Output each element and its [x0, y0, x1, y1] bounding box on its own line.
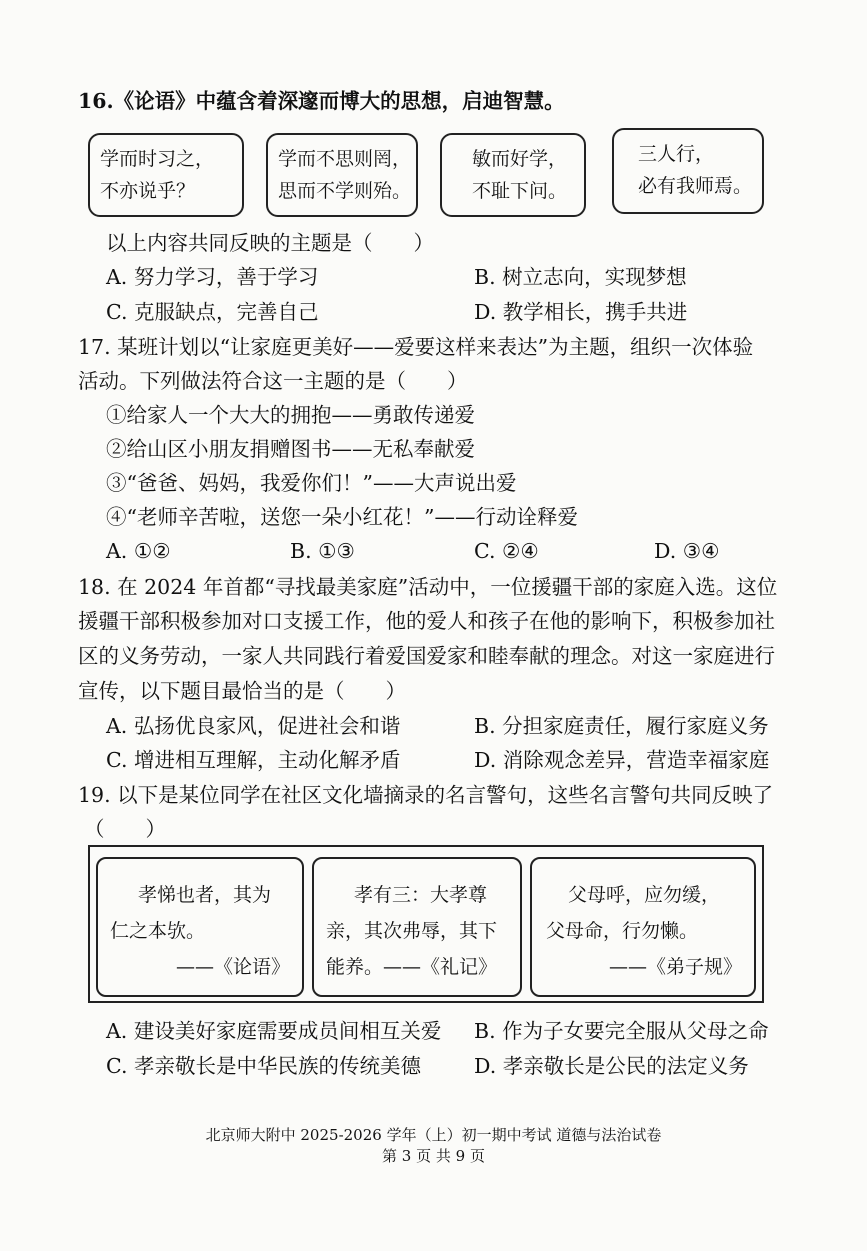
q19-quote-3-source: ——《弟子规》	[608, 956, 742, 978]
q16-quote-2-line2: 思而不学则殆。	[278, 180, 412, 202]
q19-quote-2-line2: 亲，其次弗辱，其下	[326, 920, 498, 942]
q19-quote-3-line2: 父母命，行勿懒。	[546, 920, 699, 942]
q19-option-c[interactable]: C. 孝亲敬长是中华民族的传统美德	[106, 1054, 421, 1078]
q19-option-b[interactable]: B. 作为子女要完全服从父母之命	[474, 1019, 769, 1043]
q17-stem-line1: 17. 某班计划以“让家庭更美好——爱要这样来表达”为主题，组织一次体验	[78, 335, 754, 359]
q17-option-b[interactable]: B. ①③	[290, 539, 355, 563]
q16-quote-box-2	[266, 133, 418, 217]
q16-quote-3-line1: 敏而好学，	[472, 148, 568, 170]
q16-quote-1-line1: 学而时习之，	[100, 148, 215, 170]
q19-quote-1-line1: 孝悌也者，其为	[138, 884, 272, 906]
q19-stem-line2: （ ）	[84, 817, 166, 841]
q19-option-d[interactable]: D. 孝亲敬长是公民的法定义务	[474, 1054, 749, 1078]
q18-stem-line1: 18. 在 2024 年首都“寻找最美家庭”活动中，一位援疆干部的家庭入选。这位	[78, 575, 778, 599]
q16-option-b[interactable]: B. 树立志向，实现梦想	[474, 265, 687, 289]
q17-option-d[interactable]: D. ③④	[654, 539, 720, 563]
q17-item-2: ②给山区小朋友捐赠图书——无私奉献爱	[106, 437, 475, 461]
q16-stem: 16.《论语》中蕴含着深邃而博大的思想，启迪智慧。	[78, 89, 565, 113]
q16-quote-3-line2: 不耻下问。	[472, 180, 568, 202]
q17-option-a[interactable]: A. ①②	[106, 539, 171, 563]
q19-quote-2-line1: 孝有三：大孝尊	[354, 884, 488, 906]
q16-question: 以上内容共同反映的主题是（ ）	[106, 231, 434, 255]
q19-quote-1-source: ——《论语》	[175, 956, 290, 978]
q19-quote-1-line2: 仁之本欤。	[110, 920, 206, 942]
q17-option-c[interactable]: C. ②④	[474, 539, 539, 563]
q16-quote-1-line2: 不亦说乎？	[100, 180, 196, 202]
q16-quote-box-1	[88, 133, 244, 217]
q16-quote-box-3	[440, 133, 586, 217]
q19-quote-box-3	[530, 857, 756, 997]
q17-stem-line2: 活动。下列做法符合这一主题的是（ ）	[78, 369, 468, 393]
q16-quote-4-line2: 必有我师焉。	[638, 175, 753, 197]
q17-item-3: ③“爸爸、妈妈，我爱你们！”——大声说出爱	[106, 471, 517, 495]
q19-stem-line1: 19. 以下是某位同学在社区文化墙摘录的名言警句，这些名言警句共同反映了	[78, 783, 774, 807]
q16-option-a[interactable]: A. 努力学习，善于学习	[106, 265, 319, 289]
q16-option-d[interactable]: D. 教学相长，携手共进	[474, 300, 688, 324]
q18-option-d[interactable]: D. 消除观念差异，营造幸福家庭	[474, 748, 770, 772]
q16-quote-box-4	[612, 128, 764, 214]
footer-page-number: 第 3 页 共 9 页	[382, 1147, 485, 1165]
q19-quote-3-line1: 父母呼，应勿缓，	[568, 884, 721, 906]
q18-stem-line2: 援疆干部积极参加对口支援工作，他的爱人和孩子在他的影响下，积极参加社	[78, 609, 775, 633]
q19-option-a[interactable]: A. 建设美好家庭需要成员间相互关爱	[106, 1019, 442, 1043]
q16-quote-2-line1: 学而不思则罔，	[278, 148, 412, 170]
q18-option-c[interactable]: C. 增进相互理解，主动化解矛盾	[106, 748, 401, 772]
footer-exam-title: 北京师大附中 2025-2026 学年（上）初一期中考试 道德与法治试卷	[205, 1126, 662, 1144]
q19-quote-box-1	[96, 857, 304, 997]
q19-quote-box-2	[312, 857, 522, 997]
q18-stem-line3: 区的义务劳动，一家人共同践行着爱国爱家和睦奉献的理念。对这一家庭进行	[78, 644, 775, 668]
q17-item-1: ①给家人一个大大的拥抱——勇敢传递爱	[106, 403, 475, 427]
q16-option-c[interactable]: C. 克服缺点，完善自己	[106, 300, 319, 324]
q18-option-a[interactable]: A. 弘扬优良家风，促进社会和谐	[106, 714, 401, 738]
q16-quote-4-line1: 三人行，	[638, 143, 715, 165]
q17-item-4: ④“老师辛苦啦，送您一朵小红花！”——行动诠释爱	[106, 505, 578, 529]
q18-stem-line4: 宣传，以下题目最恰当的是（ ）	[78, 679, 406, 703]
q19-quote-2-line3: 能养。——《礼记》	[326, 956, 498, 978]
q18-option-b[interactable]: B. 分担家庭责任，履行家庭义务	[474, 714, 769, 738]
